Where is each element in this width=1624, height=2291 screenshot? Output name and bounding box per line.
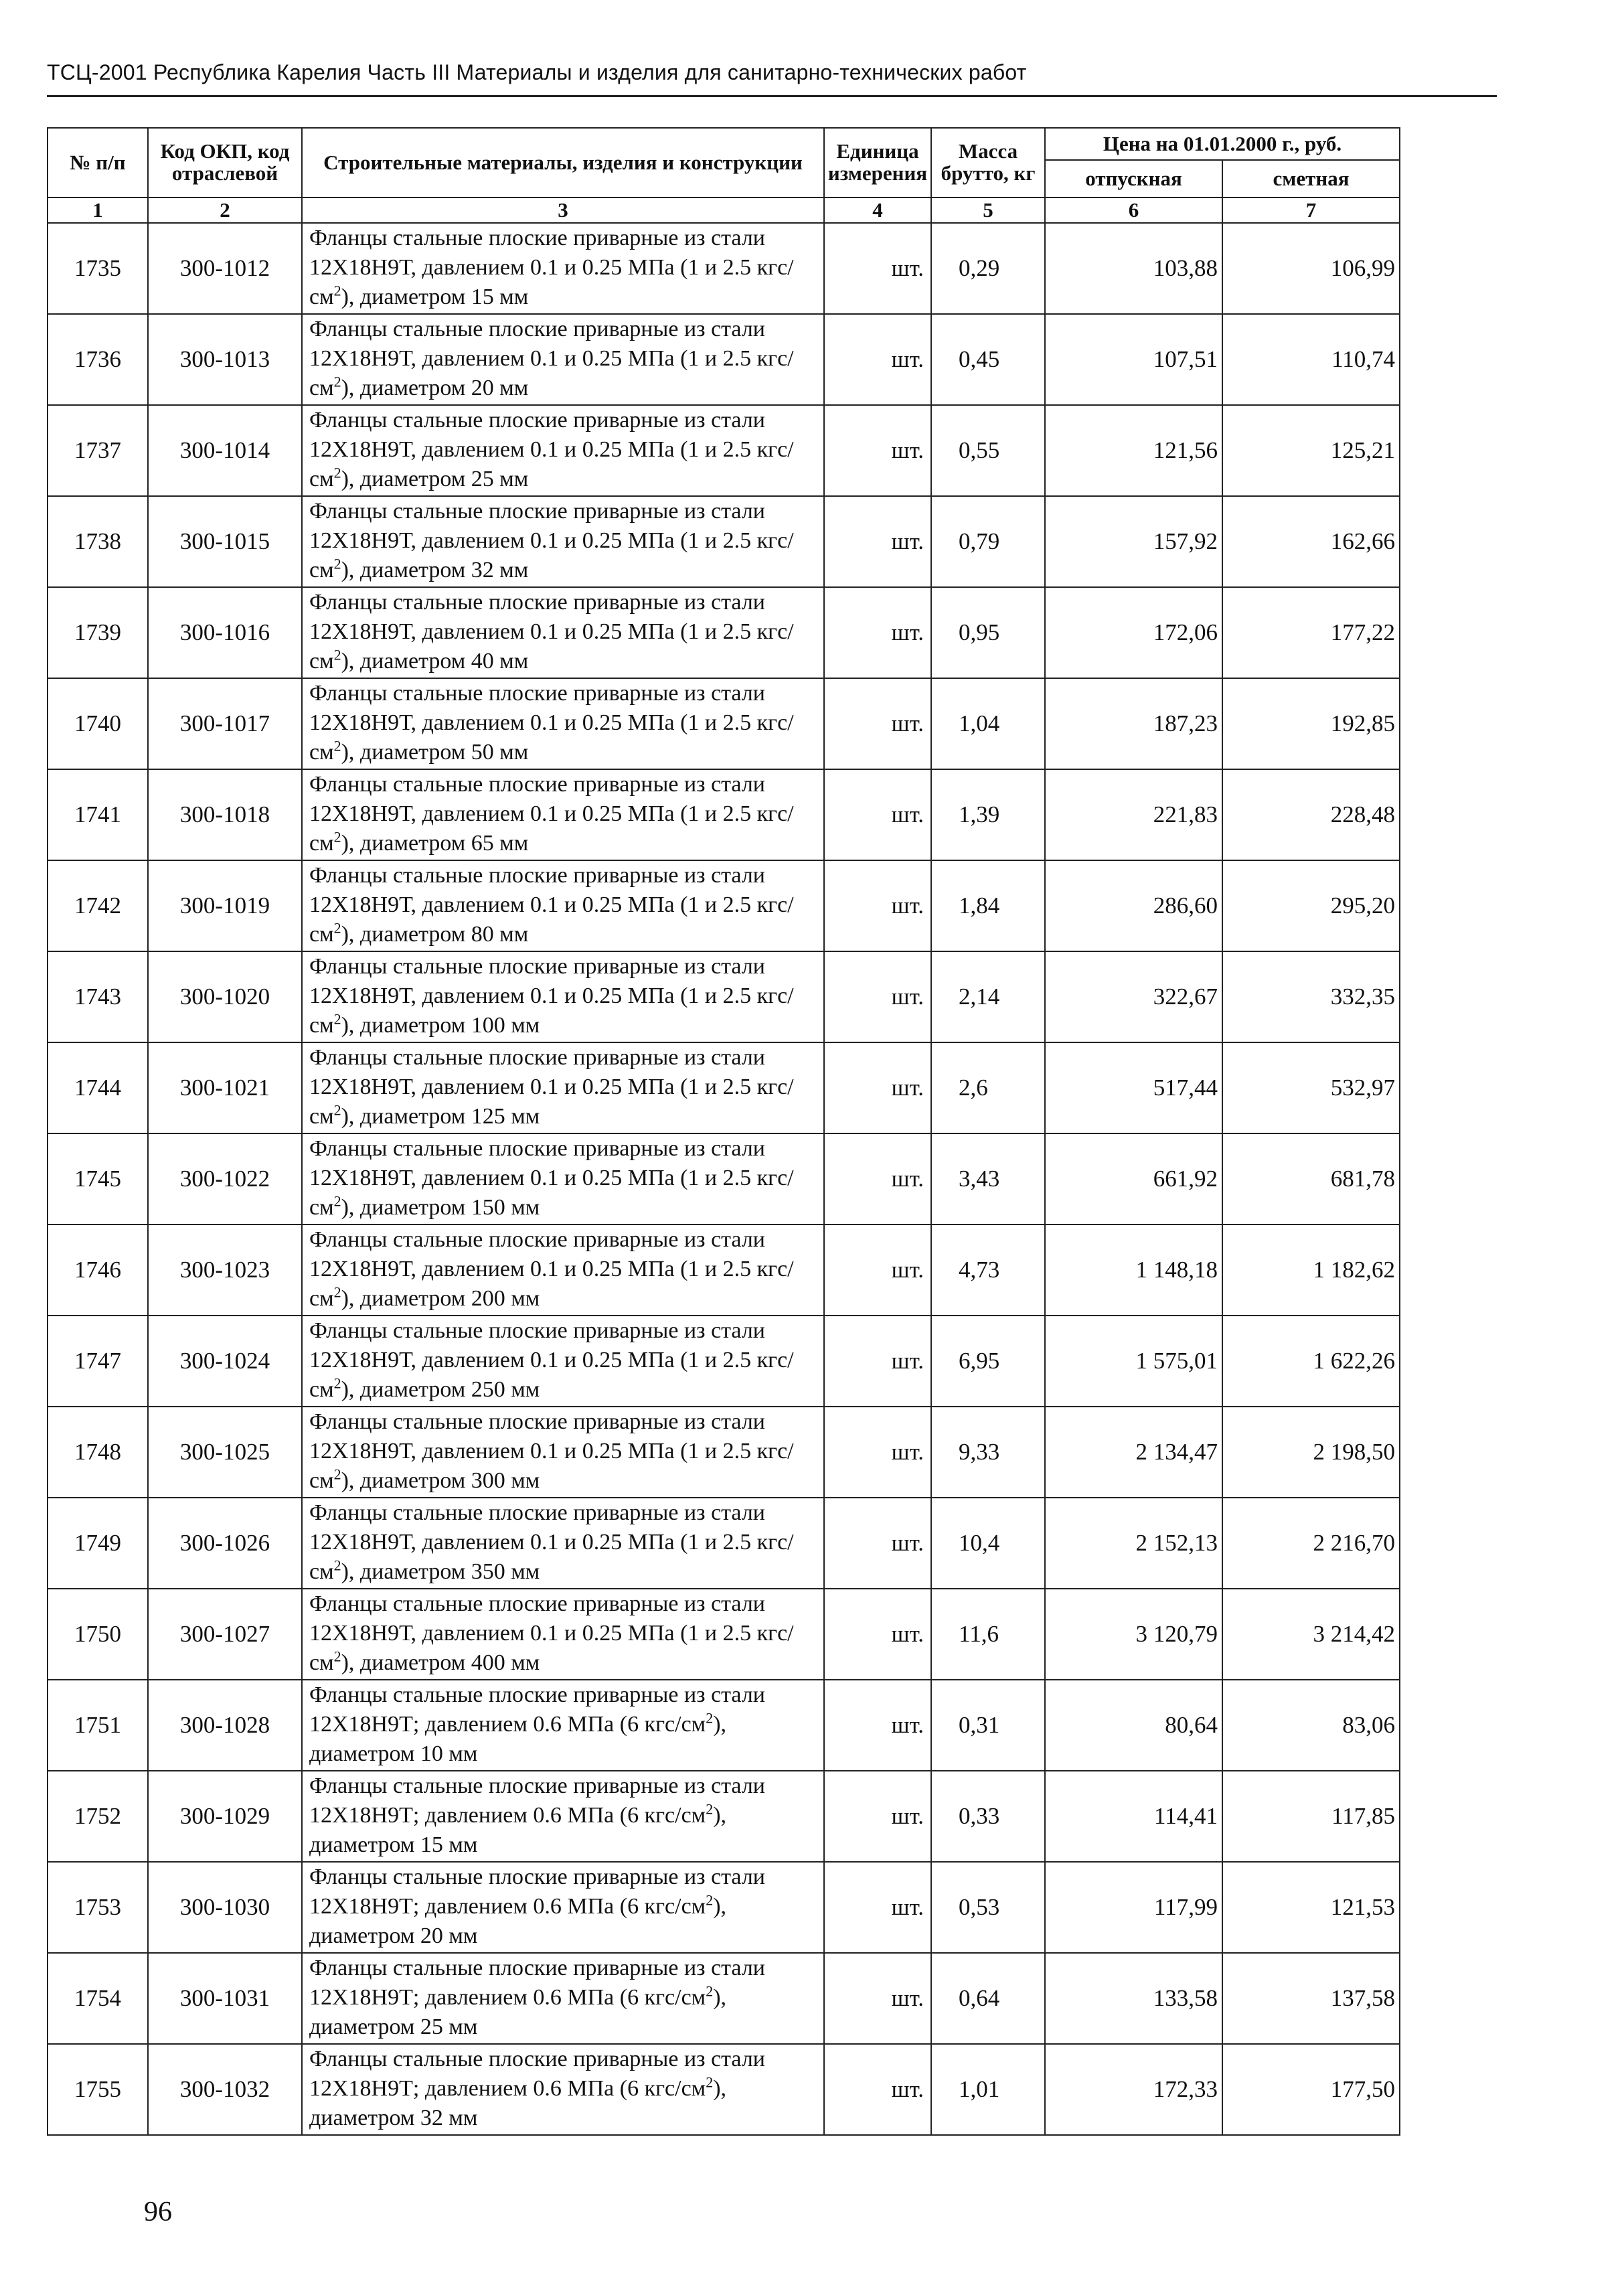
price-release: 286,60	[1045, 860, 1222, 951]
price-release: 2 152,13	[1045, 1498, 1222, 1589]
description-text: Фланцы стальные плоские приварные из стали 12Х18Н9Т, давлением 0.1 и 0.25 МПа (1 и 2.5 кгс/см	[309, 1500, 794, 1584]
unit: шт.	[824, 496, 931, 587]
superscript: 2	[333, 1557, 341, 1574]
okp-code: 300-1029	[148, 1771, 302, 1862]
material-description	[302, 1589, 824, 1680]
superscript: 2	[333, 1010, 341, 1028]
mass: 1,01	[931, 2044, 1045, 2135]
header-price-estimate: сметная	[1222, 160, 1400, 198]
table-row	[48, 1771, 1400, 1862]
mass: 1,39	[931, 769, 1045, 860]
price-release: 661,92	[1045, 1133, 1222, 1224]
superscript: 2	[333, 1466, 341, 1483]
material-description	[302, 1953, 824, 2044]
mass: 0,53	[931, 1862, 1045, 1953]
description-end: ), диаметром 20 мм	[309, 1894, 727, 1948]
material-description	[302, 1407, 824, 1498]
header-okp-code: Код ОКП, код отраслевой	[148, 128, 302, 198]
superscript: 2	[333, 1283, 341, 1301]
price-release: 107,51	[1045, 314, 1222, 405]
row-number: 1744	[48, 1042, 148, 1133]
description-end: ), диаметром 65 мм	[341, 831, 529, 856]
table-row	[48, 1680, 1400, 1771]
price-estimate: 228,48	[1222, 769, 1400, 860]
superscript: 2	[706, 2073, 714, 2091]
superscript: 2	[333, 828, 341, 846]
unit: шт.	[824, 951, 931, 1042]
material-description	[302, 496, 824, 587]
superscript: 2	[333, 555, 341, 572]
unit: шт.	[824, 2044, 931, 2135]
unit: шт.	[824, 587, 931, 678]
table-row	[48, 1589, 1400, 1680]
row-number: 1753	[48, 1862, 148, 1953]
description-end: ), диаметром 32 мм	[341, 558, 529, 582]
price-release: 121,56	[1045, 405, 1222, 496]
material-description	[302, 678, 824, 769]
table-body	[48, 223, 1400, 2135]
mass: 0,79	[931, 496, 1045, 587]
description-text: Фланцы стальные плоские приварные из стали 12Х18Н9Т; давлением 0.6 МПа (6 кгс/см	[309, 2047, 765, 2101]
row-number: 1755	[48, 2044, 148, 2135]
description-end: ), диаметром 32 мм	[309, 2076, 727, 2130]
description-text: Фланцы стальные плоские приварные из стали 12Х18Н9Т, давлением 0.1 и 0.25 МПа (1 и 2.5 кгс/см	[309, 408, 794, 491]
description-end: ), диаметром 350 мм	[341, 1559, 540, 1584]
mass: 0,45	[931, 314, 1045, 405]
superscript: 2	[706, 1891, 714, 1909]
price-release: 221,83	[1045, 769, 1222, 860]
table-row	[48, 1316, 1400, 1407]
description-text: Фланцы стальные плоские приварные из стали 12Х18Н9Т; давлением 0.6 МПа (6 кгс/см	[309, 1956, 765, 2010]
okp-code: 300-1032	[148, 2044, 302, 2135]
mass: 2,6	[931, 1042, 1045, 1133]
superscript: 2	[333, 1101, 341, 1119]
unit: шт.	[824, 405, 931, 496]
table-row	[48, 496, 1400, 587]
okp-code: 300-1016	[148, 587, 302, 678]
description-end: ), диаметром 125 мм	[341, 1104, 540, 1129]
description-end: ), диаметром 400 мм	[341, 1650, 540, 1675]
mass: 11,6	[931, 1589, 1045, 1680]
description-text: Фланцы стальные плоские приварные из стали 12Х18Н9Т; давлением 0.6 МПа (6 кгс/см	[309, 1865, 765, 1919]
material-description	[302, 1771, 824, 1862]
table-row	[48, 1407, 1400, 1498]
okp-code: 300-1025	[148, 1407, 302, 1498]
column-number: 5	[931, 198, 1045, 223]
price-estimate: 192,85	[1222, 678, 1400, 769]
unit: шт.	[824, 1680, 931, 1771]
table-row	[48, 1498, 1400, 1589]
superscript: 2	[333, 373, 341, 390]
material-description	[302, 1680, 824, 1771]
price-release: 157,92	[1045, 496, 1222, 587]
header-unit: Единица измерения	[824, 128, 931, 198]
superscript: 2	[706, 1982, 714, 2000]
okp-code: 300-1027	[148, 1589, 302, 1680]
row-number: 1735	[48, 223, 148, 314]
material-description	[302, 1042, 824, 1133]
price-table	[47, 127, 1400, 2136]
description-end: ), диаметром 10 мм	[309, 1712, 727, 1766]
price-release: 322,67	[1045, 951, 1222, 1042]
superscript: 2	[333, 646, 341, 663]
row-number: 1745	[48, 1133, 148, 1224]
price-release: 187,23	[1045, 678, 1222, 769]
price-estimate: 332,35	[1222, 951, 1400, 1042]
mass: 9,33	[931, 1407, 1045, 1498]
description-end: ), диаметром 300 мм	[341, 1468, 540, 1493]
price-release: 172,33	[1045, 2044, 1222, 2135]
material-description	[302, 1316, 824, 1407]
column-number: 7	[1222, 198, 1400, 223]
header-rule	[47, 95, 1497, 97]
description-text: Фланцы стальные плоские приварные из стали 12Х18Н9Т, давлением 0.1 и 0.25 МПа (1 и 2.5 кгс/см	[309, 1409, 794, 1493]
mass: 2,14	[931, 951, 1045, 1042]
description-end: ), диаметром 15 мм	[341, 285, 529, 309]
table-row	[48, 2044, 1400, 2135]
price-estimate: 106,99	[1222, 223, 1400, 314]
description-text: Фланцы стальные плоские приварные из стали 12Х18Н9Т, давлением 0.1 и 0.25 МПа (1 и 2.5 кгс/см	[309, 1227, 794, 1311]
header-num: № п/п	[48, 128, 148, 198]
unit: шт.	[824, 1407, 931, 1498]
description-text: Фланцы стальные плоские приварные из стали 12Х18Н9Т; давлением 0.6 МПа (6 кгс/см	[309, 1773, 765, 1828]
okp-code: 300-1020	[148, 951, 302, 1042]
unit: шт.	[824, 1771, 931, 1862]
okp-code: 300-1014	[148, 405, 302, 496]
okp-code: 300-1019	[148, 860, 302, 951]
header-material: Строительные материалы, изделия и конструкции	[302, 128, 824, 198]
price-release: 172,06	[1045, 587, 1222, 678]
price-release: 117,99	[1045, 1862, 1222, 1953]
unit: шт.	[824, 1042, 931, 1133]
description-text: Фланцы стальные плоские приварные из стали 12Х18Н9Т, давлением 0.1 и 0.25 МПа (1 и 2.5 кгс/см	[309, 772, 794, 856]
description-end: ), диаметром 150 мм	[341, 1195, 540, 1220]
okp-code: 300-1015	[148, 496, 302, 587]
row-number: 1736	[48, 314, 148, 405]
price-estimate: 137,58	[1222, 1953, 1400, 2044]
unit: шт.	[824, 1589, 931, 1680]
okp-code: 300-1021	[148, 1042, 302, 1133]
superscript: 2	[706, 1709, 714, 1727]
table-row	[48, 223, 1400, 314]
description-end: ), диаметром 25 мм	[309, 1985, 727, 2039]
row-number: 1749	[48, 1498, 148, 1589]
unit: шт.	[824, 223, 931, 314]
mass: 0,33	[931, 1771, 1045, 1862]
unit: шт.	[824, 1316, 931, 1407]
description-text: Фланцы стальные плоские приварные из стали 12Х18Н9Т, давлением 0.1 и 0.25 МПа (1 и 2.5 кгс/см	[309, 590, 794, 674]
unit: шт.	[824, 1953, 931, 2044]
mass: 0,64	[931, 1953, 1045, 2044]
price-estimate: 1 622,26	[1222, 1316, 1400, 1407]
description-text: Фланцы стальные плоские приварные из стали 12Х18Н9Т, давлением 0.1 и 0.25 МПа (1 и 2.5 кгс/см	[309, 1045, 794, 1129]
material-description	[302, 2044, 824, 2135]
price-release: 2 134,47	[1045, 1407, 1222, 1498]
row-number: 1748	[48, 1407, 148, 1498]
superscript: 2	[333, 282, 341, 299]
table-row	[48, 951, 1400, 1042]
material-description	[302, 587, 824, 678]
description-text: Фланцы стальные плоские приварные из стали 12Х18Н9Т, давлением 0.1 и 0.25 МПа (1 и 2.5 кгс/см	[309, 317, 794, 400]
price-estimate: 121,53	[1222, 1862, 1400, 1953]
description-text: Фланцы стальные плоские приварные из стали 12Х18Н9Т, давлением 0.1 и 0.25 МПа (1 и 2.5 кгс/см	[309, 1591, 794, 1675]
price-release: 3 120,79	[1045, 1589, 1222, 1680]
mass: 0,55	[931, 405, 1045, 496]
material-description	[302, 1133, 824, 1224]
row-number: 1739	[48, 587, 148, 678]
material-description	[302, 223, 824, 314]
superscript: 2	[333, 737, 341, 755]
table-row	[48, 769, 1400, 860]
price-estimate: 83,06	[1222, 1680, 1400, 1771]
table-row	[48, 1042, 1400, 1133]
description-text: Фланцы стальные плоские приварные из стали 12Х18Н9Т, давлением 0.1 и 0.25 МПа (1 и 2.5 кгс/см	[309, 226, 794, 309]
row-number: 1742	[48, 860, 148, 951]
mass: 10,4	[931, 1498, 1045, 1589]
price-estimate: 117,85	[1222, 1771, 1400, 1862]
material-description	[302, 1862, 824, 1953]
unit: шт.	[824, 1862, 931, 1953]
table-row	[48, 405, 1400, 496]
material-description	[302, 769, 824, 860]
material-description	[302, 951, 824, 1042]
description-text: Фланцы стальные плоские приварные из стали 12Х18Н9Т; давлением 0.6 МПа (6 кгс/см	[309, 1682, 765, 1737]
header-mass: Масса брутто, кг	[931, 128, 1045, 198]
price-release: 133,58	[1045, 1953, 1222, 2044]
material-description	[302, 1224, 824, 1316]
description-end: ), диаметром 20 мм	[341, 376, 529, 400]
description-text: Фланцы стальные плоские приварные из стали 12Х18Н9Т, давлением 0.1 и 0.25 МПа (1 и 2.5 кгс/см	[309, 499, 794, 582]
mass: 0,95	[931, 587, 1045, 678]
superscript: 2	[706, 1800, 714, 1818]
row-number: 1750	[48, 1589, 148, 1680]
price-estimate: 532,97	[1222, 1042, 1400, 1133]
okp-code: 300-1028	[148, 1680, 302, 1771]
okp-code: 300-1018	[148, 769, 302, 860]
table-row	[48, 1224, 1400, 1316]
unit: шт.	[824, 1133, 931, 1224]
okp-code: 300-1022	[148, 1133, 302, 1224]
mass: 0,29	[931, 223, 1045, 314]
material-description	[302, 314, 824, 405]
table-row	[48, 1133, 1400, 1224]
header-price-release: отпускная	[1045, 160, 1222, 198]
mass: 3,43	[931, 1133, 1045, 1224]
page-number: 96	[144, 2197, 172, 2227]
description-end: ), диаметром 100 мм	[341, 1013, 540, 1038]
price-estimate: 2 198,50	[1222, 1407, 1400, 1498]
row-number: 1737	[48, 405, 148, 496]
description-end: ), диаметром 250 мм	[341, 1377, 540, 1402]
price-estimate: 3 214,42	[1222, 1589, 1400, 1680]
okp-code: 300-1023	[148, 1224, 302, 1316]
header-price-group: Цена на 01.01.2000 г., руб.	[1045, 128, 1400, 160]
okp-code: 300-1017	[148, 678, 302, 769]
price-estimate: 177,22	[1222, 587, 1400, 678]
row-number: 1747	[48, 1316, 148, 1407]
price-estimate: 110,74	[1222, 314, 1400, 405]
table-row	[48, 314, 1400, 405]
okp-code: 300-1026	[148, 1498, 302, 1589]
column-number: 4	[824, 198, 931, 223]
price-estimate: 1 182,62	[1222, 1224, 1400, 1316]
description-end: ), диаметром 25 мм	[341, 467, 529, 491]
price-release: 80,64	[1045, 1680, 1222, 1771]
mass: 6,95	[931, 1316, 1045, 1407]
row-number: 1751	[48, 1680, 148, 1771]
row-number: 1741	[48, 769, 148, 860]
unit: шт.	[824, 1224, 931, 1316]
okp-code: 300-1031	[148, 1953, 302, 2044]
price-estimate: 2 216,70	[1222, 1498, 1400, 1589]
price-release: 517,44	[1045, 1042, 1222, 1133]
description-text: Фланцы стальные плоские приварные из стали 12Х18Н9Т, давлением 0.1 и 0.25 МПа (1 и 2.5 кгс/см	[309, 1318, 794, 1402]
column-number: 6	[1045, 198, 1222, 223]
unit: шт.	[824, 314, 931, 405]
price-estimate: 125,21	[1222, 405, 1400, 496]
column-number: 2	[148, 198, 302, 223]
row-number: 1746	[48, 1224, 148, 1316]
price-estimate: 681,78	[1222, 1133, 1400, 1224]
okp-code: 300-1012	[148, 223, 302, 314]
unit: шт.	[824, 860, 931, 951]
table-row	[48, 678, 1400, 769]
description-end: ), диаметром 200 мм	[341, 1286, 540, 1311]
price-release: 114,41	[1045, 1771, 1222, 1862]
material-description	[302, 405, 824, 496]
price-release: 1 148,18	[1045, 1224, 1222, 1316]
row-number: 1738	[48, 496, 148, 587]
okp-code: 300-1024	[148, 1316, 302, 1407]
superscript: 2	[333, 464, 341, 481]
column-number: 3	[302, 198, 824, 223]
mass: 0,31	[931, 1680, 1045, 1771]
row-number: 1740	[48, 678, 148, 769]
price-release: 103,88	[1045, 223, 1222, 314]
unit: шт.	[824, 769, 931, 860]
superscript: 2	[333, 1374, 341, 1392]
material-description	[302, 860, 824, 951]
mass: 4,73	[931, 1224, 1045, 1316]
row-number: 1754	[48, 1953, 148, 2044]
description-end: ), диаметром 80 мм	[341, 922, 529, 947]
superscript: 2	[333, 1192, 341, 1210]
okp-code: 300-1013	[148, 314, 302, 405]
price-estimate: 162,66	[1222, 496, 1400, 587]
unit: шт.	[824, 1498, 931, 1589]
superscript: 2	[333, 1648, 341, 1665]
table-row	[48, 860, 1400, 951]
table-row	[48, 587, 1400, 678]
description-end: ), диаметром 15 мм	[309, 1803, 727, 1857]
description-end: ), диаметром 40 мм	[341, 649, 529, 674]
okp-code: 300-1030	[148, 1862, 302, 1953]
table-row	[48, 1862, 1400, 1953]
material-description	[302, 1498, 824, 1589]
price-estimate: 295,20	[1222, 860, 1400, 951]
row-number: 1752	[48, 1771, 148, 1862]
column-number: 1	[48, 198, 148, 223]
description-text: Фланцы стальные плоские приварные из стали 12Х18Н9Т, давлением 0.1 и 0.25 МПа (1 и 2.5 кгс/см	[309, 863, 794, 947]
mass: 1,84	[931, 860, 1045, 951]
description-text: Фланцы стальные плоские приварные из стали 12Х18Н9Т, давлением 0.1 и 0.25 МПа (1 и 2.5 кгс/см	[309, 1136, 794, 1220]
description-end: ), диаметром 50 мм	[341, 740, 529, 765]
price-release: 1 575,01	[1045, 1316, 1222, 1407]
row-number: 1743	[48, 951, 148, 1042]
table-row	[48, 1953, 1400, 2044]
price-estimate: 177,50	[1222, 2044, 1400, 2135]
unit: шт.	[824, 678, 931, 769]
mass: 1,04	[931, 678, 1045, 769]
description-text: Фланцы стальные плоские приварные из стали 12Х18Н9Т, давлением 0.1 и 0.25 МПа (1 и 2.5 кгс/см	[309, 681, 794, 765]
superscript: 2	[333, 919, 341, 937]
page-header: ТСЦ-2001 Республика Карелия Часть III Материалы и изделия для санитарно-технических работ	[47, 60, 1027, 84]
description-text: Фланцы стальные плоские приварные из стали 12Х18Н9Т, давлением 0.1 и 0.25 МПа (1 и 2.5 кгс/см	[309, 954, 794, 1038]
